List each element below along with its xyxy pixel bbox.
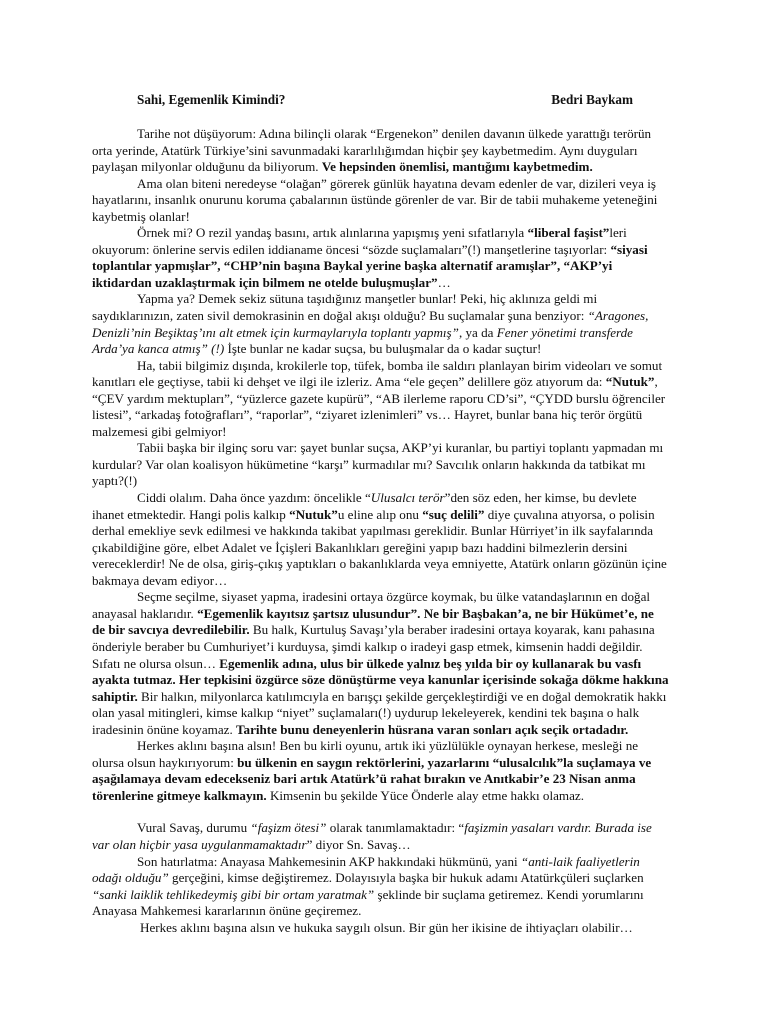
paragraph-text: diye çuvalına atıyorsa, o polisin derhal emekliye sevk edilmesi ve hakkında takibat yapılması gereklidir. Bunlar Hürriyet’in ilk sayfalarında çıkabildiğine göre, elbet Adalet ve İçişleri Bakanlıkları gereğini yapıp bazı haddini bilmezlerin dersini vereceklerdir! Ne de olsa, giriş-çıkış yaptıkları o bakanlıklarda veya emniyette, Atatürk onların gözünün içine bakmaya devam ediyor… (92, 506, 667, 588)
italic-text: “anti-laik faaliyetlerin odağı olduğu” (92, 853, 640, 886)
body-paragraph (92, 589, 670, 738)
body-paragraph (92, 920, 670, 937)
paragraph-text: Bu halk, Kurtuluş Savaşı’yla beraber iradesini ortaya koyarak, kanı pahasına önderiyle beraber bu Cumhuriyet’i kurduysa, şimdi kalkıp o iradeyi gasp etmek, kimsenin haddi değildir. Sıfatı ne olursa olsun… (92, 622, 655, 671)
italic-text: Ulusalcı terör (370, 490, 445, 506)
paragraph-text: u eline alıp onu (337, 506, 423, 522)
paragraph-text: Ha, tabii bilgimiz dışında, krokilerle top, tüfek, bomba ile saldırı planlayan birim videoları ve somut kanıtları ele geçtiyse, tabii ki dehşet ve ilgi ile izleriz. Ama “ele geçen” delillere göz atıyorum da: (92, 357, 663, 390)
bold-text: “Nutuk” (289, 506, 338, 522)
italic-text: faşizmin yasaları vardır. Burada ise var olan hiçbir yasa uygulanmamaktadır (92, 820, 652, 852)
body-paragraph (92, 820, 670, 853)
paragraph-text: Yapma ya? Demek sekiz sütuna taşıdığınız manşetler bunlar! Peki, hiç aklınıza geldi mi saydıklarınızın, zaten sivil demokrasinin en doğal akışı olduğu? Bu suçlamalar şuna benziyor: (92, 291, 598, 324)
bold-text: “Nutuk” (605, 374, 655, 390)
paragraph-text: gerçeğini, kimse değiştiremez. Dolayısıyla başka bir hukuk adamı Atatürkçüleri suçlarken (168, 870, 644, 886)
bold-text: Egemenlik adına, ulus bir ülkede yalnız beş yılda bir oy kullanarak bu vasfı ayakta tutmaz. Her tepkisini özgürce söze dönüştürme veya kanunlar içerisinde sokağa dökme hakkına sahiptir. (92, 655, 669, 704)
italic-text: “Aragones, Denizli’nin Beşiktaş’ını alt etmek için kurmaylarıyla toplantı yapmış” (92, 308, 649, 340)
paragraph-text: şeklinde bir suçlama getiremez. Kendi yorumlarını Anayasa Mahkemesi kararlarının önüne geçiremez. (92, 886, 644, 919)
bold-text: Ve hepsinden önemlisi, mantığımı kaybetmedim. (321, 159, 593, 175)
paragraph-text: Örnek mi? O rezil yandaş basını, artık alınlarına yapışmış yeni sıfatlarıyla (137, 225, 528, 241)
bold-text: “suç delili” (422, 506, 485, 522)
paragraph-text: Ama olan biteni neredeyse “olağan” görerek günlük hayatına devam edenler de var, dizileri veya iş hayatlarını, insanlık onurunu koruma çabalarının üstünde görenler de var. Bir de tabii muhakeme yeteneğini kaybetmiş olanlar! (92, 175, 658, 224)
body-paragraph (92, 358, 670, 441)
bold-text: Tarihte bunu deneyenlerin hüsrana varan sonları açık seçik ortadadır. (236, 721, 629, 737)
italic-text: “sanki laiklik tehlikedeymiş gibi bir ortam yaratmak” (92, 886, 375, 902)
paragraph-text: Tarihe not düşüyorum: Adına bilinçli olarak “Ergenekon” denilen davanın ülkede yarattığı terörün orta yerinde, Atatürk Türkiye’sini savunmadaki kararlılığımdan hiçbir şey kaybetmedim. Aynı duyguları paylaşan milyonlar olduğunu da biliyorum. (92, 126, 652, 175)
article-title: Sahi, Egemenlik Kimindi? (137, 92, 286, 107)
paragraph-text: ”den söz eden, her kimse, bu devlete ihanet etmektedir. Hangi polis kalkıp (92, 490, 637, 522)
paragraph-text: olarak tanımlamaktadır: “ (326, 820, 465, 836)
body-paragraph (92, 176, 670, 226)
body-paragraph (92, 225, 670, 291)
italic-text: Fener yönetimi transferde Arda’ya kanca atmış” (!) (92, 324, 633, 357)
paragraph-text: … (437, 274, 451, 290)
body-paragraph (92, 490, 670, 589)
article-header (137, 91, 633, 109)
bold-text: bu ülkenin en saygın rektörlerini, yazarlarını “ulusalcılık”la suçlamaya ve aşağılamaya devam edecekseniz bari artık Atatürk’ü rahat bırakın ve Anıtkabir’e 23 Nisan anma törenlerine gitmeye kalkmayın. (92, 754, 652, 803)
body-paragraph (92, 440, 670, 490)
paragraph-text: ” diyor Sn. Savaş… (306, 836, 411, 852)
body-paragraph (92, 854, 670, 920)
paragraph-text: Herkes aklını başına alsın! Ben bu kirli oyunu, artık iki yüzlülükle oynayan herkese, mesleği ne olursa olsun haykırıyorum: (92, 738, 639, 770)
article-author: Bedri Baykam (551, 92, 633, 107)
paragraph-text: Seçme seçilme, siyaset yapma, iradesini ortaya özgürce koymak, bu ülke vatandaşlarının en doğal anayasal haklarıdır. (92, 589, 651, 621)
body-paragraph (92, 738, 670, 804)
paragraph-text: Kimsenin bu şekilde Yüce Önderle alay etme hakkı olamaz. (266, 787, 584, 803)
paragraph-text: İşte bunlar ne kadar suçsa, bu buluşmalar da o kadar suçtur! (224, 341, 542, 357)
paragraph-text: leri okuyorum: önlerine servis edilen iddianame öncesi “sözde suçlamaları”(!) manşetlerine taşıyorlar: (92, 225, 627, 257)
body-paragraph (92, 291, 670, 357)
italic-text: “faşizm ötesi” (250, 820, 327, 836)
bold-text: “liberal faşist” (527, 225, 610, 241)
paragraph-text: , ya da (458, 324, 497, 340)
paragraph-text: Vural Savaş, durumu (137, 820, 251, 836)
paragraph-text: , “ÇEV yardım mektupları”, “yüzlerce gazete kupürü”, “AB ilerleme raporu CD’si”, “ÇYDD burslu öğrenciler listesi”, “arkadaş fotoğrafları”, “raporlar”, “ziyaret izlenimleri” vs… Hayret, bunlar bana hiç terör örgütü malzemesi gibi gelmiyor! (92, 374, 666, 439)
paragraph-text: Tabii başka bir ilginç soru var: şayet bunlar suçsa, AKP’yi kuranlar, bu partiyi toplantı yapmadan mı kurdular? Var olan koalisyon hükümetine “karşı” kurmadılar mı? Savcılık onların hakkında da tatbikat mı yaptı?(!) (92, 440, 664, 489)
bold-text: “siyasi toplantılar yapmışlar”, “CHP’nin başına Baykal yerine başka alternatif aramışlar”, “AKP’yi iktidardan uzaklaştırmak için bilmem ne otelde buluşmuşlar” (92, 241, 648, 290)
paragraph-text: Bir halkın, milyonlarca katılımcıyla en barışçı şekilde gerçekleştirdiği ve en doğal demokratik hakkı olan yasal mitingleri, kimse kalkıp “niyet” suçlamaları(!) uydurup lekeleyerek, kendini tek başına o halk iradesinin önüne koyamaz. (92, 688, 667, 737)
article-body (92, 126, 670, 936)
paragraph-text: Ciddi olalım. Daha önce yazdım: öncelikle “ (137, 490, 371, 506)
paragraph-text: Herkes aklını başına alsın ve hukuka saygılı olsun. Bir gün her ikisine de ihtiyaçları olabilir… (140, 919, 633, 935)
paragraph-text: Son hatırlatma: Anayasa Mahkemesinin AKP hakkındaki hükmünü, yani (137, 853, 521, 869)
body-paragraph (92, 126, 670, 176)
bold-text: “Egemenlik kayıtsız şartsız ulusundur”. Ne bir Başbakan’a, ne bir Hükümet’e, ne de bir savcıya devredilebilir. (92, 605, 654, 638)
